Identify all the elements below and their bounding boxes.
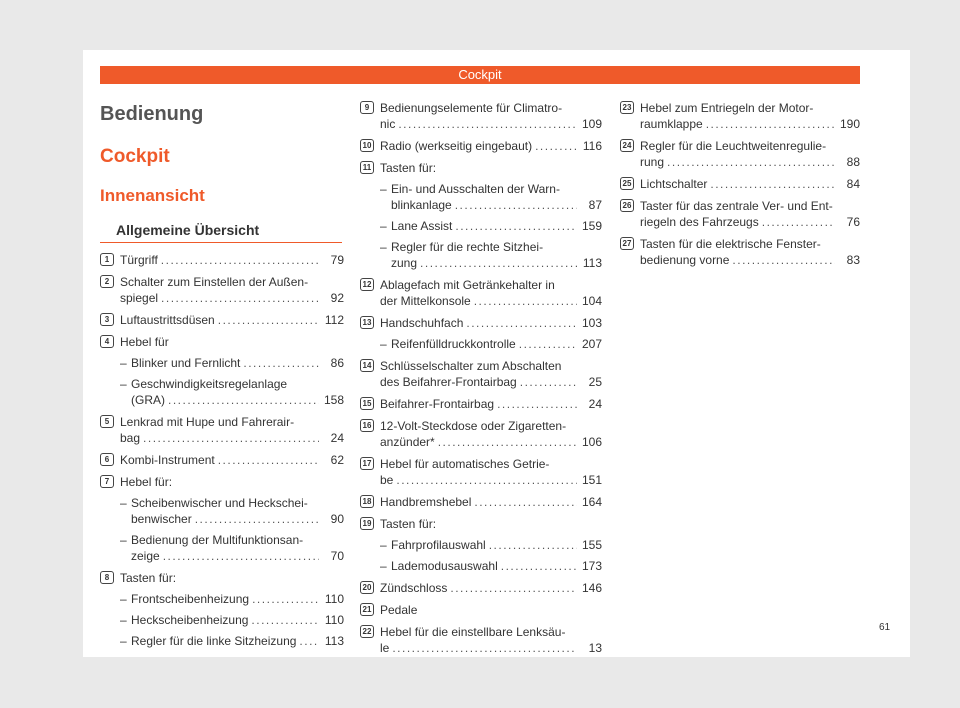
item-number-badge: 12 <box>360 278 374 291</box>
entry-text: spiegel <box>120 291 159 305</box>
toc-column-2 <box>360 100 602 662</box>
toc-entry <box>100 334 344 408</box>
entry-page: 110 <box>324 592 344 606</box>
entry-line <box>131 633 344 649</box>
dash-bullet: – <box>380 559 387 573</box>
toc-column-3 <box>620 100 860 274</box>
toc-entry <box>360 602 602 618</box>
toc-entry <box>360 418 602 450</box>
entry-line <box>640 116 860 132</box>
dash-bullet: – <box>380 240 387 254</box>
item-number-badge: 11 <box>360 161 374 174</box>
entry-line <box>380 434 602 450</box>
toc-subentry <box>120 376 344 408</box>
toc-column-1 <box>100 252 344 655</box>
entry-text: Kombi-Instrument <box>120 453 215 467</box>
toc-entry <box>360 315 602 352</box>
entry-text: riegeln des Fahrzeugs <box>640 215 759 229</box>
entry-line <box>380 100 602 116</box>
dash-bullet: – <box>380 337 387 351</box>
dot-leader <box>466 315 577 331</box>
dash-bullet: – <box>380 538 387 552</box>
heading-rule <box>100 242 342 243</box>
entry-line <box>380 374 602 390</box>
toc-subentry <box>120 612 344 628</box>
item-number-badge: 4 <box>100 335 114 348</box>
dot-leader <box>474 494 577 510</box>
dash-bullet: – <box>120 496 127 510</box>
heading-allgemeine-uebersicht: Allgemeine Übersicht <box>116 222 260 238</box>
entry-line <box>391 218 602 234</box>
dot-leader <box>299 633 319 649</box>
dash-bullet: – <box>120 613 127 627</box>
toc-subentry <box>380 537 602 553</box>
entry-page: 84 <box>846 177 860 191</box>
entry-text: Hebel für automatisches Getrie- <box>380 457 550 471</box>
heading-cockpit: Cockpit <box>100 146 170 167</box>
entry-line <box>391 197 602 213</box>
entry-line <box>380 277 602 293</box>
dot-leader <box>218 452 319 468</box>
dot-leader <box>535 138 577 154</box>
dash-bullet: – <box>380 219 387 233</box>
entry-line <box>131 355 344 371</box>
entry-text: raumklappe <box>640 117 703 131</box>
toc-entry <box>360 516 602 574</box>
section-header: Cockpit <box>100 66 860 84</box>
dot-leader <box>195 511 319 527</box>
entry-text: Regler für die linke Sitzheizung <box>131 634 297 648</box>
dot-leader <box>161 252 319 268</box>
entry-text: le <box>380 641 390 655</box>
entry-text: Bedienung der Multifunktionsan- <box>131 533 304 547</box>
dot-leader <box>168 392 319 408</box>
entry-line <box>640 236 860 252</box>
toc-entry <box>360 624 602 656</box>
entry-page: 110 <box>324 613 344 627</box>
dot-leader <box>163 548 319 564</box>
entry-line <box>640 176 860 192</box>
entry-text: be <box>380 473 394 487</box>
entry-text: Hebel für <box>120 335 169 349</box>
entry-text: Lenkrad mit Hupe und Fahrerair- <box>120 415 295 429</box>
entry-line <box>120 274 344 290</box>
entry-page: 159 <box>581 219 602 233</box>
dot-leader <box>218 312 319 328</box>
entry-line <box>640 214 860 230</box>
toc-entry <box>360 358 602 390</box>
heading-bedienung: Bedienung <box>100 103 204 125</box>
dot-leader <box>243 355 319 371</box>
item-number-badge: 9 <box>360 101 374 114</box>
toc-entry <box>360 580 602 596</box>
entry-line <box>380 116 602 132</box>
entry-line <box>380 602 602 618</box>
dot-leader <box>161 290 319 306</box>
toc-subentry <box>120 591 344 607</box>
toc-entry <box>620 236 860 268</box>
entry-text: blinkanlage <box>391 198 452 212</box>
item-number-badge: 27 <box>620 237 634 250</box>
entry-text: Radio (werkseitig eingebaut) <box>380 139 533 153</box>
entry-line <box>120 430 344 446</box>
entry-line <box>380 358 602 374</box>
entry-text: Tasten für: <box>380 161 437 175</box>
dot-leader <box>398 116 577 132</box>
item-number-badge: 5 <box>100 415 114 428</box>
entry-line <box>380 418 602 434</box>
entry-page: 109 <box>581 117 602 131</box>
entry-page: 92 <box>330 291 344 305</box>
toc-entry <box>100 570 344 649</box>
toc-entry <box>620 176 860 192</box>
entry-page: 116 <box>582 139 602 153</box>
item-number-badge: 16 <box>360 419 374 432</box>
entry-line <box>380 494 602 510</box>
entry-page: 113 <box>324 634 344 648</box>
entry-text: Ein- und Ausschalten der Warn- <box>391 182 560 196</box>
toc-subentry <box>120 355 344 371</box>
entry-page: 13 <box>588 641 602 655</box>
item-number-badge: 25 <box>620 177 634 190</box>
toc-entry <box>100 312 344 328</box>
entry-page: 164 <box>581 495 602 509</box>
entry-page: 79 <box>330 253 344 267</box>
toc-subentry <box>380 336 602 352</box>
entry-line <box>380 293 602 309</box>
entry-text: Zündschloss <box>380 581 448 595</box>
item-number-badge: 21 <box>360 603 374 616</box>
entry-text: Lane Assist <box>391 219 453 233</box>
dash-bullet: – <box>120 356 127 370</box>
entry-text: Regler für die rechte Sitzhei- <box>391 240 544 254</box>
entry-line <box>120 452 344 468</box>
toc-entry <box>100 452 344 468</box>
entry-line <box>640 138 860 154</box>
entry-text: Hebel für: <box>120 475 173 489</box>
entry-text: Pedale <box>380 603 418 617</box>
entry-text: Tasten für: <box>120 571 177 585</box>
dot-leader <box>519 336 577 352</box>
toc-entry <box>360 277 602 309</box>
entry-line <box>131 511 344 527</box>
dot-leader <box>251 612 319 628</box>
entry-text: bag <box>120 431 141 445</box>
entry-text: anzünder* <box>380 435 435 449</box>
toc-entry <box>620 138 860 170</box>
entry-line <box>391 558 602 574</box>
entry-line <box>131 495 344 511</box>
toc-entry <box>620 100 860 132</box>
entry-line <box>391 239 602 255</box>
item-number-badge: 1 <box>100 253 114 266</box>
item-number-badge: 3 <box>100 313 114 326</box>
entry-page: 70 <box>330 549 344 563</box>
entry-page: 90 <box>330 512 344 526</box>
entry-text: Reifenfülldruckkontrolle <box>391 337 516 351</box>
entry-line <box>391 537 602 553</box>
entry-text: Hebel für die einstellbare Lenksäu- <box>380 625 566 639</box>
entry-text: Regler für die Leuchtweitenregulie- <box>640 139 827 153</box>
item-number-badge: 20 <box>360 581 374 594</box>
entry-text: Hebel zum Entriegeln der Motor- <box>640 101 814 115</box>
item-number-badge: 14 <box>360 359 374 372</box>
dash-bullet: – <box>120 592 127 606</box>
entry-text: 12-Volt-Steckdose oder Zigaretten- <box>380 419 567 433</box>
toc-subentry <box>380 181 602 213</box>
entry-page: 158 <box>323 393 344 407</box>
dot-leader <box>396 472 577 488</box>
dot-leader <box>762 214 835 230</box>
entry-line <box>380 472 602 488</box>
entry-text: des Beifahrer-Frontairbag <box>380 375 517 389</box>
entry-page: 106 <box>581 435 602 449</box>
item-number-badge: 26 <box>620 199 634 212</box>
entry-text: der Mittelkonsole <box>380 294 471 308</box>
item-number-badge: 8 <box>100 571 114 584</box>
entry-text: Türgriff <box>120 253 158 267</box>
entry-text: bedienung vorne <box>640 253 730 267</box>
toc-entry <box>100 414 344 446</box>
entry-page: 151 <box>581 473 602 487</box>
entry-line <box>131 392 344 408</box>
entry-line <box>380 516 602 532</box>
toc-entry <box>360 100 602 132</box>
item-number-badge: 15 <box>360 397 374 410</box>
entry-text: benwischer <box>131 512 192 526</box>
entry-page: 86 <box>330 356 344 370</box>
toc-entry <box>360 138 602 154</box>
dot-leader <box>520 374 577 390</box>
toc-entry <box>360 160 602 271</box>
dot-leader <box>252 591 319 607</box>
entry-text: Ablagefach mit Getränkehalter in <box>380 278 555 292</box>
entry-page: 112 <box>324 313 344 327</box>
dot-leader <box>420 255 577 271</box>
item-number-badge: 17 <box>360 457 374 470</box>
entry-page: 103 <box>581 316 602 330</box>
dot-leader <box>497 396 577 412</box>
entry-line <box>380 580 602 596</box>
entry-line <box>380 315 602 331</box>
entry-line <box>380 396 602 412</box>
toc-entry <box>360 456 602 488</box>
entry-text: Frontscheibenheizung <box>131 592 250 606</box>
toc-entry <box>100 274 344 306</box>
entry-text: Tasten für: <box>380 517 437 531</box>
entry-line <box>131 591 344 607</box>
dash-bullet: – <box>380 182 387 196</box>
item-number-badge: 19 <box>360 517 374 530</box>
toc-entry <box>360 396 602 412</box>
dot-leader <box>455 218 577 234</box>
dash-bullet: – <box>120 377 127 391</box>
entry-page: 113 <box>582 256 602 270</box>
page-number: 61 <box>879 622 891 633</box>
entry-line <box>120 570 344 586</box>
entry-text: Heckscheibenheizung <box>131 613 249 627</box>
dot-leader <box>710 176 835 192</box>
dot-leader <box>455 197 577 213</box>
entry-line <box>380 624 602 640</box>
toc-subentry <box>120 633 344 649</box>
entry-line <box>120 474 344 490</box>
item-number-badge: 24 <box>620 139 634 152</box>
dot-leader <box>706 116 835 132</box>
entry-page: 207 <box>581 337 602 351</box>
toc-entry <box>620 198 860 230</box>
entry-line <box>640 100 860 116</box>
entry-page: 88 <box>846 155 860 169</box>
toc-subentry <box>120 495 344 527</box>
entry-text: nic <box>380 117 396 131</box>
entry-text: Lichtschalter <box>640 177 708 191</box>
entry-text: Beifahrer-Frontairbag <box>380 397 495 411</box>
entry-line <box>131 532 344 548</box>
dash-bullet: – <box>120 533 127 547</box>
item-number-badge: 10 <box>360 139 374 152</box>
toc-entry <box>360 494 602 510</box>
entry-page: 87 <box>588 198 602 212</box>
entry-page: 62 <box>330 453 344 467</box>
entry-page: 24 <box>330 431 344 445</box>
dot-leader <box>474 293 577 309</box>
item-number-badge: 22 <box>360 625 374 638</box>
entry-line <box>391 336 602 352</box>
entry-text: Schalter zum Einstellen der Außen- <box>120 275 309 289</box>
entry-line <box>380 138 602 154</box>
dot-leader <box>392 640 577 656</box>
entry-text: Lademodusauswahl <box>391 559 498 573</box>
dot-leader <box>667 154 835 170</box>
dot-leader <box>143 430 319 446</box>
toc-subentry <box>380 239 602 271</box>
entry-page: 24 <box>588 397 602 411</box>
entry-text: Luftaustrittsdüsen <box>120 313 215 327</box>
entry-line <box>120 290 344 306</box>
item-number-badge: 23 <box>620 101 634 114</box>
dot-leader <box>438 434 577 450</box>
entry-text: zung <box>391 256 418 270</box>
dash-bullet: – <box>120 634 127 648</box>
entry-page: 104 <box>581 294 602 308</box>
entry-text: Fahrprofilauswahl <box>391 538 486 552</box>
entry-line <box>120 252 344 268</box>
heading-innenansicht: Innenansicht <box>100 186 205 205</box>
toc-entry <box>100 474 344 564</box>
entry-line <box>380 456 602 472</box>
dot-leader <box>501 558 577 574</box>
toc-entry <box>100 252 344 268</box>
entry-line <box>131 612 344 628</box>
item-number-badge: 7 <box>100 475 114 488</box>
dot-leader <box>732 252 835 268</box>
toc-subentry <box>120 532 344 564</box>
item-number-badge: 2 <box>100 275 114 288</box>
dot-leader <box>450 580 577 596</box>
entry-text: Handbremshebel <box>380 495 472 509</box>
entry-line <box>120 334 344 350</box>
entry-text: Bedienungselemente für Climatro- <box>380 101 563 115</box>
entry-line <box>131 376 344 392</box>
entry-page: 146 <box>581 581 602 595</box>
item-number-badge: 18 <box>360 495 374 508</box>
entry-text: Taster für das zentrale Ver- und Ent- <box>640 199 833 213</box>
entry-line <box>391 255 602 271</box>
entry-line <box>640 154 860 170</box>
toc-subentry <box>380 218 602 234</box>
entry-page: 25 <box>588 375 602 389</box>
entry-line <box>380 640 602 656</box>
entry-text: Handschuhfach <box>380 316 464 330</box>
item-number-badge: 13 <box>360 316 374 329</box>
toc-subentry <box>380 558 602 574</box>
entry-page: 76 <box>846 215 860 229</box>
entry-page: 190 <box>839 117 860 131</box>
entry-line <box>120 312 344 328</box>
entry-text: zeige <box>131 549 160 563</box>
entry-text: rung <box>640 155 665 169</box>
entry-line <box>640 252 860 268</box>
entry-text: Schlüsselschalter zum Abschalten <box>380 359 562 373</box>
entry-text: Tasten für die elektrische Fenster- <box>640 237 821 251</box>
entry-line <box>380 160 602 176</box>
entry-line <box>131 548 344 564</box>
entry-text: Blinker und Fernlicht <box>131 356 241 370</box>
dot-leader <box>489 537 577 553</box>
item-number-badge: 6 <box>100 453 114 466</box>
entry-line <box>391 181 602 197</box>
entry-line <box>640 198 860 214</box>
entry-text: Scheibenwischer und Heckschei- <box>131 496 308 510</box>
entry-line <box>120 414 344 430</box>
entry-page: 173 <box>581 559 602 573</box>
entry-text: (GRA) <box>131 393 165 407</box>
entry-text: Geschwindigkeitsregelanlage <box>131 377 288 391</box>
entry-page: 83 <box>846 253 860 267</box>
entry-page: 155 <box>581 538 602 552</box>
